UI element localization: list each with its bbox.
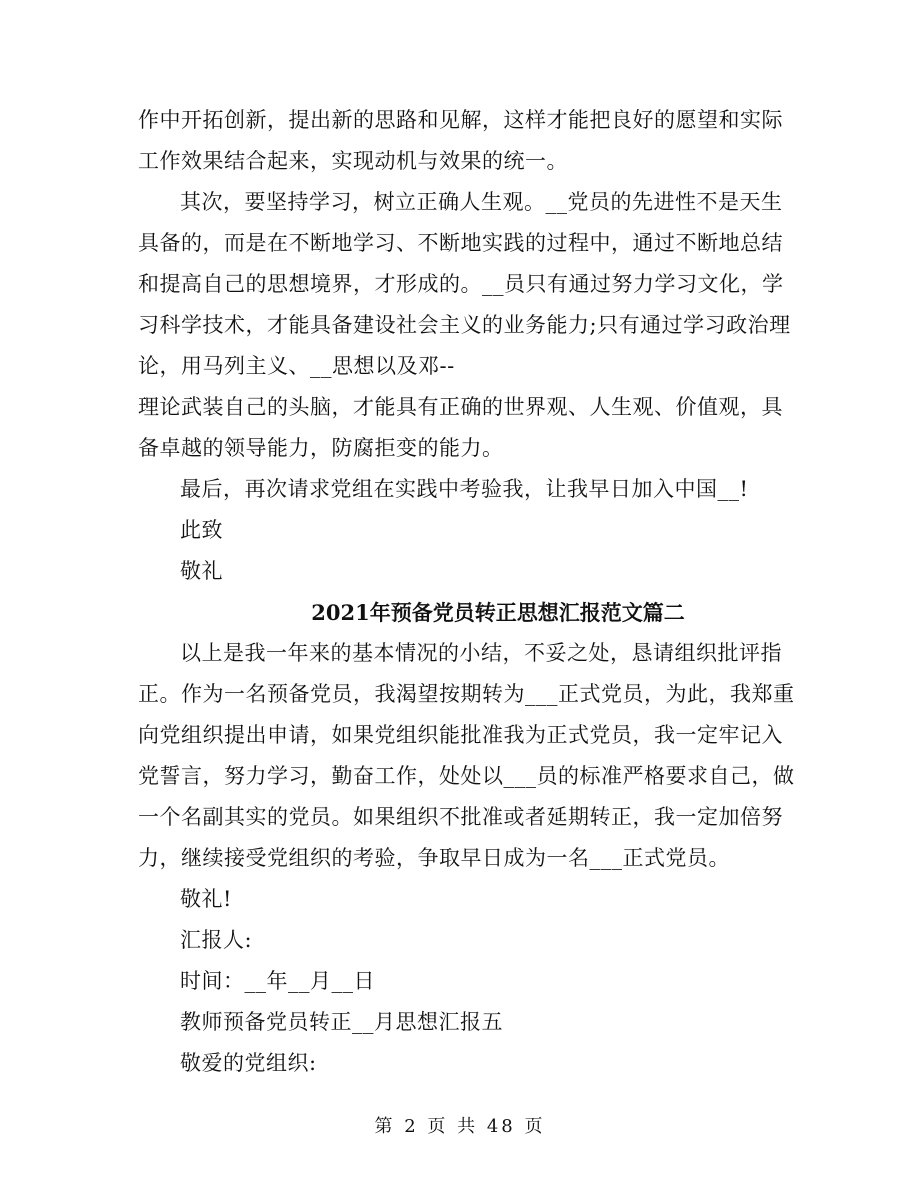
text-line: 教师预备党员转正__月思想汇报五 xyxy=(180,1010,503,1034)
text-line: 党誓言，努力学习，勤奋工作，处处以___员的标准严格要求自己，做 xyxy=(138,764,795,788)
text-line: 敬礼! xyxy=(180,887,232,911)
text-line: 其次，要坚持学习，树立正确人生观。__党员的先进性不是天生 xyxy=(180,190,783,214)
text-line: 力，继续接受党组织的考验，争取早日成为一名___正式党员。 xyxy=(138,846,730,870)
text-line: 此致 xyxy=(180,518,223,542)
document-body xyxy=(138,100,795,1084)
text-line: 论，用马列主义、__思想以及邓-- xyxy=(138,354,455,378)
text-line: 理论武装自己的头脑，才能具有正确的世界观、人生观、价值观，具 xyxy=(138,395,783,419)
text-line: 向党组织提出申请，如果党组织能批准我为正式党员，我一定牢记入 xyxy=(138,723,783,747)
text-line: 最后，再次请求党组在实践中考验我，让我早日加入中国__! xyxy=(180,477,749,501)
text-line: 敬爱的党组织: xyxy=(180,1051,317,1075)
text-line: 备卓越的领导能力，防腐拒变的能力。 xyxy=(138,436,504,460)
text-line: 时间：__年__月__日 xyxy=(180,969,375,993)
text-line: 汇报人: xyxy=(180,928,253,952)
text-line: 习科学技术，才能具备建设社会主义的业务能力;只有通过学习政治理 xyxy=(138,313,791,337)
section-heading: 2021年预备党员转正思想汇报范文篇二 xyxy=(311,600,685,625)
text-line: 正。作为一名预备党员，我渴望按期转为___正式党员，为此，我郑重 xyxy=(138,682,795,706)
text-line: 以上是我一年来的基本情况的小结，不妥之处，恳请组织批评指 xyxy=(180,641,782,665)
text-line: 工作效果结合起来，实现动机与效果的统一。 xyxy=(138,149,568,173)
text-line: 敬礼 xyxy=(180,559,223,583)
text-line: 和提高自己的思想境界，才形成的。__员只有通过努力学习文化，学 xyxy=(138,272,784,296)
text-line: 作中开拓创新，提出新的思路和见解，这样才能把良好的愿望和实际 xyxy=(138,108,783,132)
page-footer: 第 2 页 共 48 页 xyxy=(374,1116,546,1137)
text-line: 一个名副其实的党员。如果组织不批准或者延期转正，我一定加倍努 xyxy=(138,805,783,829)
text-line: 具备的，而是在不断地学习、不断地实践的过程中，通过不断地总结 xyxy=(138,231,783,255)
